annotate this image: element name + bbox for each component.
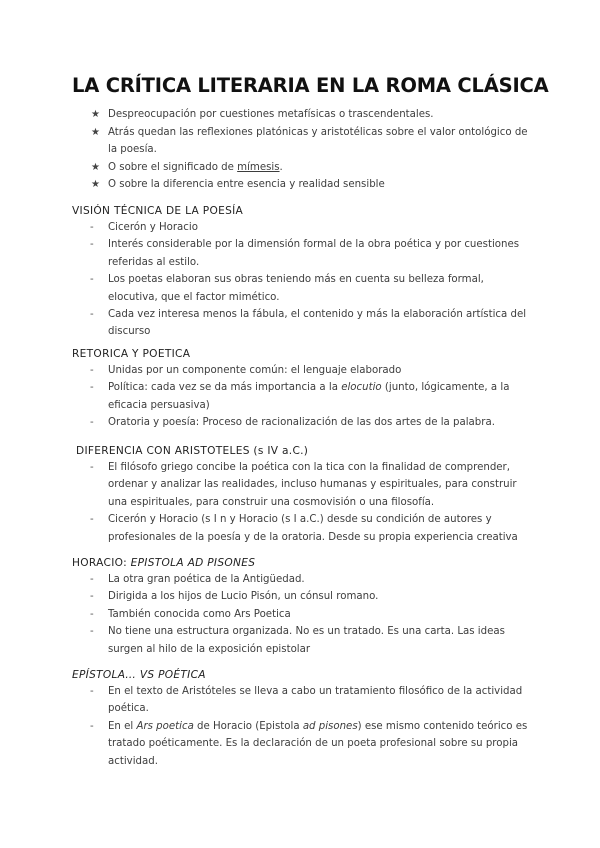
section-epistola-vs-poetica: [72, 669, 532, 770]
star-icon: ★: [91, 126, 100, 138]
list-item-text: (junto, lógicamente, a la eficacia persuasiva): [108, 382, 510, 411]
heading-italic: EPISTOLA AD PISONES: [130, 557, 256, 569]
list-item-text: Dirigida a los hijos de Lucio Pisón, un cónsul romano.: [108, 591, 379, 603]
intro-point-text: O sobre el significado de: [108, 161, 238, 173]
page-title: LA CRÍTICA LITERARIA EN LA ROMA CLÁSICA: [72, 74, 549, 97]
ars-poetica-term: Ars poetica: [136, 720, 194, 732]
list-item-text: También conocida como Ars Poetica: [108, 608, 291, 620]
list-item: [72, 236, 532, 271]
section-vision-tecnica: [72, 205, 532, 341]
intro-star-list: [91, 106, 531, 194]
dash-bullet: -: [90, 382, 94, 394]
list-item: [72, 571, 532, 588]
heading-prefix: HORACIO:: [72, 557, 131, 569]
dash-bullet: -: [90, 720, 94, 732]
list-item-text: En el: [108, 720, 137, 732]
section-heading: EPÍSTOLA… VS POÉTICA: [72, 669, 206, 681]
dash-list: [72, 459, 536, 546]
dash-bullet: -: [90, 514, 94, 526]
list-item-text: El filósofo griego concibe la poética con la tica con la finalidad de comprender, ordenar y analizar las realidades, incluso humanas y espirituales, para construir una espirituales, para construir una cosmovisión o una filosofía.: [108, 462, 517, 508]
list-item: [91, 124, 531, 159]
list-item: [72, 606, 532, 623]
dash-bullet: -: [90, 574, 94, 585]
list-item: [91, 159, 531, 177]
list-item-text: Unidas por un componente común: el lenguaje elaborado: [108, 365, 402, 376]
star-icon: ★: [91, 109, 100, 120]
dash-list: [72, 683, 532, 770]
list-item: [72, 219, 532, 236]
elocutio-term: elocutio: [341, 382, 382, 394]
intro-point-text: Despreocupación por cuestiones metafísicas o trascendentales.: [108, 109, 434, 120]
list-item: [72, 511, 536, 546]
section-retorica-poetica: [72, 348, 532, 432]
list-item: [72, 306, 532, 341]
dash-bullet: -: [90, 222, 94, 233]
section-heading: [72, 557, 532, 569]
section-horacio: [72, 557, 532, 658]
list-item: [72, 414, 532, 431]
list-item-text: Cicerón y Horacio: [108, 222, 198, 233]
list-item: [72, 362, 532, 379]
list-item: [72, 623, 532, 658]
dash-bullet: -: [90, 309, 94, 321]
list-item-text: Los poetas elaboran sus obras teniendo más en cuenta su belleza formal, elocutiva, que el factor mimético.: [108, 274, 484, 303]
list-item-text: Interés considerable por la dimensión formal de la obra poética y por cuestiones referidas al estilo.: [108, 239, 520, 268]
section-heading: VISIÓN TÉCNICA DE LA POESÍA: [72, 205, 244, 217]
dash-list: [72, 219, 532, 341]
dash-bullet: -: [90, 417, 94, 429]
star-icon: ★: [91, 179, 100, 190]
intro-point-text: O sobre la diferencia entre esencia y realidad sensible: [108, 179, 385, 190]
list-item-text: Política: cada vez se da más importancia a la: [108, 382, 342, 394]
list-item-text: En el texto de Aristóteles se lleva a cabo un tratamiento filosófico de la actividad poética.: [108, 686, 523, 715]
list-item: [72, 588, 532, 605]
dash-bullet: -: [90, 686, 94, 697]
list-item: [91, 106, 531, 124]
mimesis-term: mímesis: [237, 161, 280, 173]
dash-bullet: -: [90, 365, 94, 376]
list-item: [72, 683, 532, 718]
intro-point-text: Atrás quedan las reflexiones platónicas y aristotélicas sobre el valor ontológico de la poesía.: [108, 126, 528, 155]
star-icon: ★: [91, 161, 100, 173]
ad-pisones-term: ad pisones: [302, 720, 358, 732]
list-item-text: ) ese mismo contenido teórico es tratado poéticamente. Es la declaración de un poeta profesional sobre su propia actividad.: [108, 720, 528, 767]
dash-list: [72, 362, 532, 432]
list-item-text: No tiene una estructura organizada. No es un tratado. Es una carta. Las ideas surgen al hilo de la exposición epistolar: [108, 626, 505, 655]
list-item: [72, 271, 532, 306]
list-item-text: de Horacio (Epistola: [193, 720, 303, 732]
dash-bullet: -: [90, 591, 94, 603]
list-item: [72, 718, 532, 770]
list-item-text: La otra gran poética de la Antigüedad.: [108, 574, 305, 585]
list-item: [91, 176, 531, 194]
list-item: [72, 379, 532, 414]
dash-bullet: -: [90, 462, 94, 473]
dash-bullet: -: [90, 239, 94, 251]
dash-list: [72, 571, 532, 658]
dash-bullet: -: [90, 626, 94, 638]
list-item-text: Oratoria y poesía: Proceso de racionalización de las dos artes de la palabra.: [108, 417, 495, 429]
dash-bullet: -: [90, 274, 94, 286]
section-heading: RETORICA Y POETICA: [72, 348, 191, 360]
list-item: [72, 459, 536, 511]
section-diferencia-aristoteles: [76, 445, 536, 546]
list-item-text: Cada vez interesa menos la fábula, el contenido y más la elaboración artística del discurso: [108, 309, 527, 338]
dash-bullet: -: [90, 608, 94, 620]
section-heading: DIFERENCIA CON ARISTOTELES (s IV a.C.): [76, 445, 309, 457]
list-item-text: Cicerón y Horacio (s I n y Horacio (s I a.C.) desde su condición de autores y profesionales de la poesía y de la oratoria. Desde su propia experiencia creativa: [108, 514, 518, 543]
intro-point-text: .: [279, 161, 283, 173]
